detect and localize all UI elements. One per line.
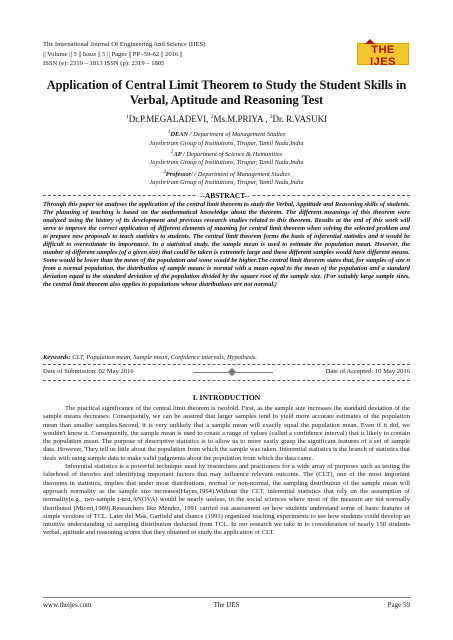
dashed-rule: [43, 380, 410, 381]
dashed-rule: [43, 364, 410, 365]
affiliations: [43, 128, 410, 188]
affil-sup: 1: [167, 129, 171, 135]
affil-sup: 2: [170, 148, 174, 155]
footer-url: www.theijes.com: [43, 601, 92, 609]
abstract-divider: [43, 192, 410, 198]
keywords-list: CLT, Population mean, Sample mean, Confidence intervals, Hypothesis.: [70, 354, 258, 361]
author-name: Dr.P.MEGALADEVI,: [128, 114, 211, 124]
keywords-label: Keywords:: [43, 354, 71, 361]
affiliation-line: [43, 128, 410, 140]
affiliation-line: Jayshriram Group of Institutions, Tirupur, Tamil Nadu,India: [149, 139, 304, 147]
journal-name: The International Journal Of Engineering And Science (IJES): [43, 41, 206, 48]
logo-text: THE IJES: [370, 44, 396, 68]
journal-volume: || Volume || 5 || Issue || 5 || Pages || PP -59-62 || 2016 ||: [43, 50, 183, 58]
affiliation-line: [43, 168, 410, 180]
affil-role: AP /: [173, 151, 185, 159]
footer-journal: The IJES: [213, 601, 240, 609]
affil-role: Professor/ /: [165, 171, 197, 178]
journal-logo: [357, 40, 409, 67]
author-sup: 3: [269, 114, 273, 120]
affil-sup: 3: [163, 168, 166, 175]
journal-header: [43, 40, 343, 69]
author-sup: 2: [210, 114, 214, 120]
diamond-ornament-icon: [228, 368, 236, 376]
affil-role: DEAN /: [170, 131, 192, 139]
author-list: [43, 112, 410, 125]
abstract-label: --ABSTRACT--: [200, 191, 250, 200]
paragraph: Inferential statistics is a powerful technique used by researchers and practioners for a wide array of purposes such as testing the falsehood of theories and identifying important factors that may influence relevant outcome. The (CLT), one of the most important theorems in statistics, implies that under most distributions, normal or non-normal, the sampling distribution of the sample mean will approach normality as the sample size increases(Hayes,1994).Without the CLT, inferential statistics that rely on the assumption of normality(e.g., two-sample t-test,ANOVA) would be nearly useless, in the social sciences where most of the measure are not normally distributed (Miceri,1989).Researchers like Mendez, 1991 carried out assessment on how students understand some of basic features of simple versions of TCL. Later del Mas, Garfield and chance (1991) organized teaching experiments to see how students could develop an intuitive understanding of sampling distribution deducted from TCL. In our research we take in to consideration of nearly 150 students verbal, aptitude and reasoning scores that they obtained to study the application of CLT.: [43, 463, 410, 537]
affiliation-line: Jayshriram Group of Institutions, Tirupur, Tamil Nadu,India: [149, 159, 304, 167]
submission-date: Date of Submission: 02 May 2016: [43, 368, 134, 375]
author-name: Dr. R.VASUKI: [272, 114, 328, 124]
date-row: [43, 366, 410, 378]
page-number: Page 59: [387, 601, 410, 609]
accepted-date: Date of Accepted: 10 May 2016: [325, 368, 410, 375]
journal-issn: ISSN (e): 2319 – 1813 ISSN (p): 2319 – 1805: [43, 60, 165, 68]
affil-dept: Department of Management Studies: [196, 171, 290, 178]
footer-rule: [43, 597, 410, 598]
affiliation-line: [43, 148, 410, 160]
abstract-text: Through this paper we analyses the application of the central limit theorem to study the Verbal, Apptitude and Reasoning skills of students. The planning of teaching is based on the mathematical knowledge about the theorem. The different meanings of this theorem were analyzed using the history of its development and previous research studies related to this theorem. Results at the end of this work will serve to improve the correct application of different elements of meaning for central limit theorem when solving the selected problem and to prepare new proposals to teach statistics to students. The central limit theorem forms the basis of inferential statistics and it would be difficult to overestimate its importance. In a statistical study, the sample mean is used to estimate the population mean. However, the number of different samples (of a given size) that could be taken is extremely large and these different samples would have different means. Some would be lower than the mean of the population and some would be higher.The central limit theorem states that, for samples of size n from a normal population, the distribution of sample means is normal with a mean equal to the mean of the population and a standard deviation equal to the standard deviation of the population divided by the square root of the sample size. (For suitably large sample sizes, the central limit theorem also applies to populations whose distributions are not normal.): [43, 201, 410, 289]
body-text: [43, 405, 410, 538]
author-sup: 1: [125, 114, 129, 120]
author-name: Ms.M.PRIYA ,: [213, 114, 270, 124]
affiliation-line: Jayshriram Group of Institutions, Tirupur, Tamil Nadu,India: [149, 179, 304, 187]
paragraph: The practical significance of the central limit theorem is twofold. First, as the sample size increases the standard deviation of the sample means decreases. Consequently, we can be assured that larger samples tend to yield more accurate estimates of the population mean than smaller samples.Second, it is very unlikely that a sample mean will exactly equal the population mean. Even if it did, we wouldn't know it. Consequently, the sample mean is used to create a range of values (called a confidence interval) that is likely to contain the population mean. The purpose of descriptive statistics is to allow us to more easily grasp the significant features of a set of sample data. However, They tell us little about the population from which the sample was taken. Inferential statistics is the branch of statistics that deals with using sample data to make valid judgments about the population from which the data came.: [43, 405, 410, 462]
affil-dept: Department of Science & Humanities: [184, 151, 283, 159]
keywords: [43, 354, 410, 362]
paper-title: Application of Central Limit Theorem to Study the Student Skills in Verbal, Aptitude and Reasoning Test: [46, 78, 407, 107]
section-heading: I. INTRODUCTION: [192, 393, 261, 402]
affil-dept: Department of Management Studies: [191, 131, 286, 139]
